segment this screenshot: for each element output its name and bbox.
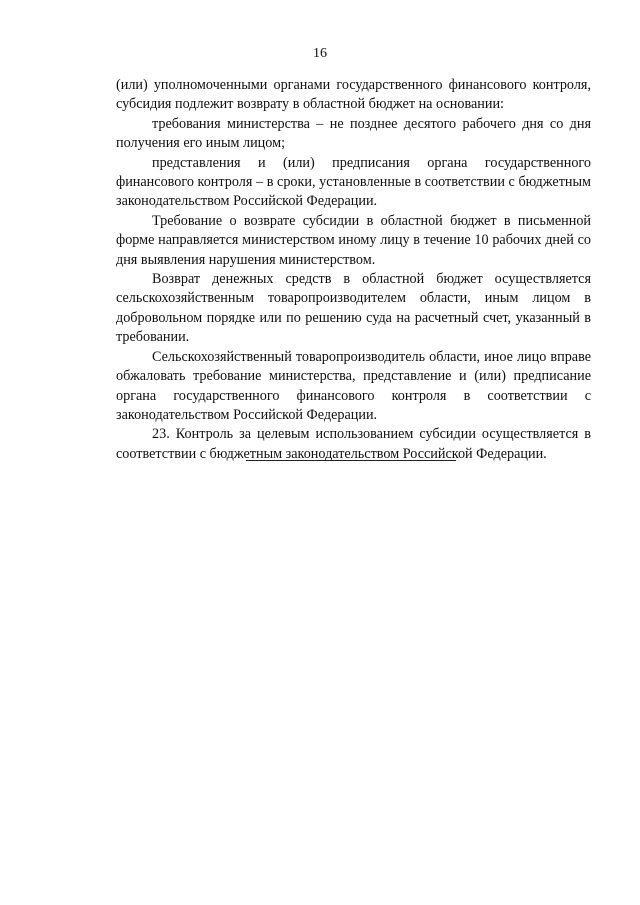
- paragraph-ministry-requirement: требования министерства – не позднее десятого рабочего дня со дня получения его иным лицом;: [116, 115, 591, 152]
- paragraph-control-body-submission: представления и (или) предписания органа государственного финансового контроля – в сроки, установленные в соответствии с бюджетным законодательством Российской Федерации.: [116, 154, 591, 210]
- paragraph-return-requirement: Требование о возврате субсидии в областной бюджет в письменной форме направляется министерством иному лицу в течение 10 рабочих дней со дня выявления нарушения министерством.: [116, 212, 591, 268]
- paragraph-continuation: (или) уполномоченными органами государственного финансового контроля, субсидия подлежит возврату в областной бюджет на основании:: [116, 77, 591, 113]
- paragraph-section-23: 23. Контроль за целевым использованием субсидии осуществляется в соответствии с бюджетным законодательством Российской Федерации.: [116, 426, 591, 462]
- end-separator-line: [246, 460, 456, 461]
- paragraph-funds-return: Возврат денежных средств в областной бюджет осуществляется сельскохозяйственным товаропроизводителем области, иным лицом в добровольном порядке или по решению суда на расчетный счет, указанный в требовании.: [116, 271, 591, 346]
- paragraph-appeal-right: Сельскохозяйственный товаропроизводитель области, иное лицо вправе обжаловать требование министерства, представление и (или) предписание органа государственного финансового контроля в соответствии с законодательством Российской Федерации.: [116, 348, 591, 423]
- document-body: [116, 76, 591, 464]
- page-number: 16: [313, 46, 327, 61]
